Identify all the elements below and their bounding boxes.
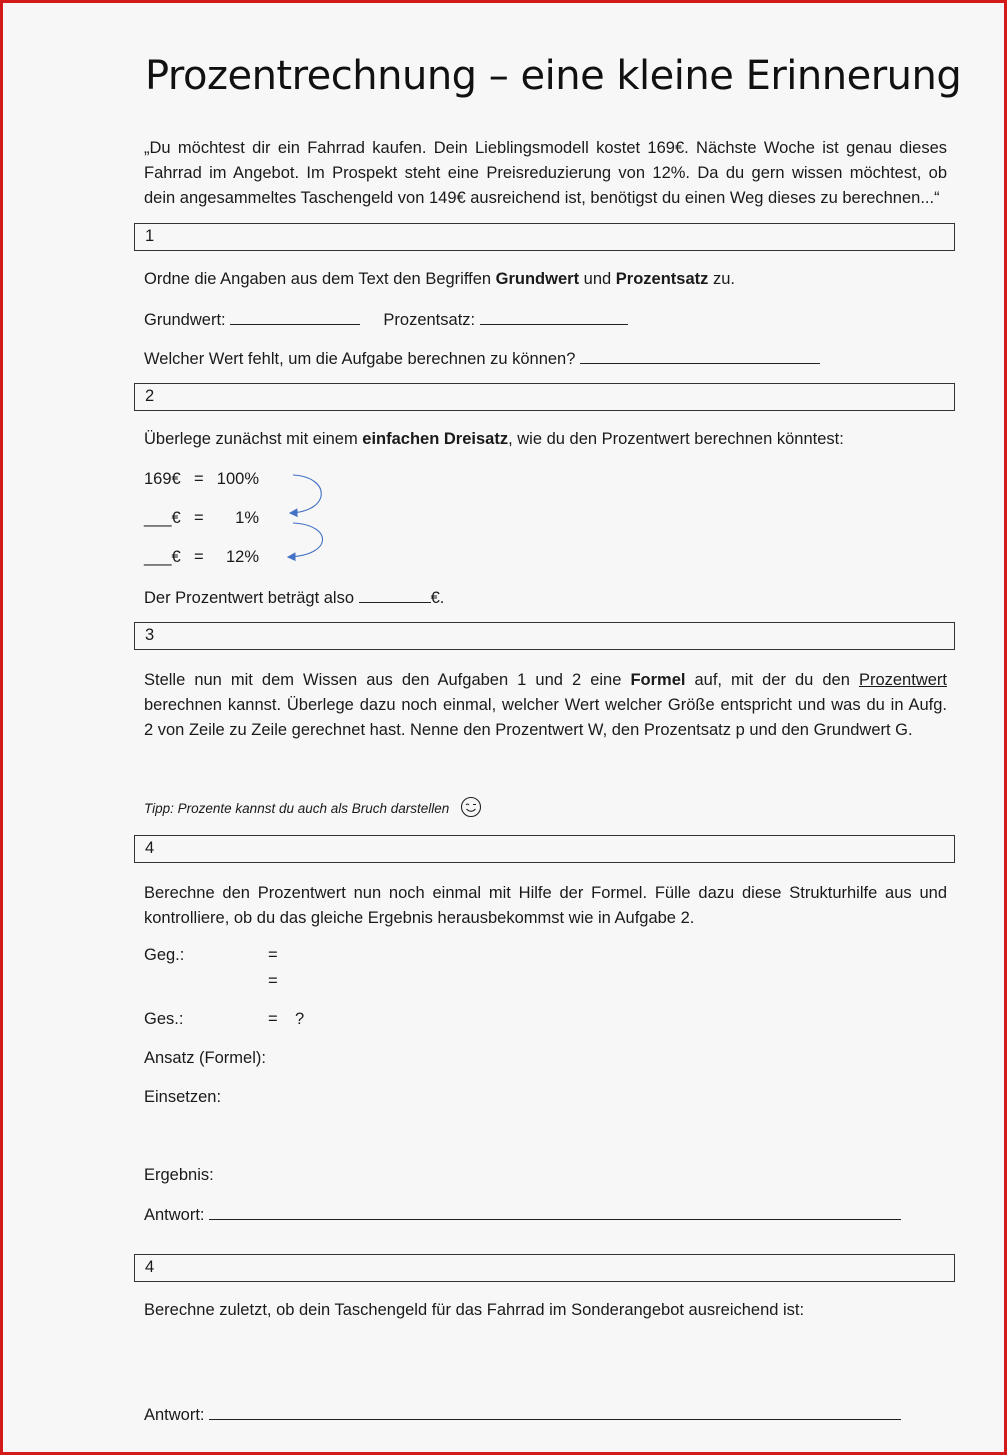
task-4-header bbox=[134, 835, 955, 863]
prozentsatz-label: Prozentsatz: bbox=[383, 311, 476, 329]
antwort-row-1 bbox=[144, 1203, 901, 1225]
grundwert-answer-line[interactable] bbox=[230, 308, 360, 325]
antwort-label: Antwort: bbox=[144, 1406, 205, 1424]
task-3-line: berechnen kannst. Überlege dazu noch einmal, welcher Wert welcher Größe entspricht und was du in Aufg. bbox=[144, 696, 947, 714]
intro-line: „Du möchtest dir ein Fahrrad kaufen. Dein Lieblingsmodell kostet 169€. Nächste Woche ist genau dieses bbox=[144, 139, 947, 157]
task-1-instruction: Ordne die Angaben aus dem Text den Begriffen Grundwert und Prozentsatz zu. bbox=[144, 270, 735, 288]
task-2-instruction: Überlege zunächst mit einem einfachen Dreisatz, wie du den Prozentwert berechnen könntest: bbox=[144, 430, 844, 448]
missing-value-row bbox=[144, 347, 820, 369]
task-4-instruction bbox=[144, 881, 947, 931]
prozentsatz-answer-line[interactable] bbox=[480, 308, 628, 325]
task-3-line: Stelle nun mit dem Wissen aus den Aufgaben 1 und 2 eine Formel auf, mit der du den Prozentwert bbox=[144, 671, 947, 689]
grundwert-row bbox=[144, 308, 628, 330]
antwort-answer-line[interactable] bbox=[209, 1403, 901, 1420]
grundwert-label: Grundwert: bbox=[144, 311, 226, 329]
dreisatz-row-2-right: 1% bbox=[235, 509, 259, 527]
ergebnis-label: Ergebnis: bbox=[144, 1166, 214, 1184]
task-number: 2 bbox=[145, 387, 155, 405]
dreisatz-row-3-eq: = bbox=[194, 548, 204, 566]
ges-eq: = bbox=[268, 1010, 278, 1028]
dreisatz-row-1-right: 100% bbox=[216, 470, 259, 488]
winking-face-icon bbox=[460, 796, 482, 818]
task-3-line: 2 von Zeile zu Zeile gerechnet hast. Nenne den Prozentwert W, den Prozentsatz p und den Grundwert G. bbox=[144, 721, 913, 739]
task-3-instruction bbox=[144, 668, 947, 743]
ges-question: ? bbox=[295, 1010, 305, 1028]
antwort-row-2 bbox=[144, 1403, 901, 1425]
task-number: 4 bbox=[145, 1258, 155, 1276]
prozentwert-answer-line[interactable] bbox=[359, 586, 431, 603]
intro-text bbox=[144, 136, 947, 211]
geg-label: Geg.: bbox=[144, 946, 185, 964]
task-5-header bbox=[134, 1254, 955, 1282]
task-4-line: kontrolliere, ob du das gleiche Ergebnis herausbekommst wie in Aufgabe 2. bbox=[144, 909, 695, 927]
geg-eq-2: = bbox=[268, 972, 278, 990]
einsetzen-label: Einsetzen: bbox=[144, 1088, 222, 1106]
ansatz-label: Ansatz (Formel): bbox=[144, 1049, 266, 1067]
intro-line: Fahrrad im Angebot. Im Prospekt steht eine Preisreduzierung von 12%. Da du gern wissen möchtest, ob bbox=[144, 164, 947, 182]
worksheet-page bbox=[3, 3, 1004, 1452]
dreisatz-row-3-left: ___€ bbox=[144, 548, 181, 566]
dreisatz-row-1-left: 169€ bbox=[144, 470, 181, 488]
dreisatz-row-2-eq: = bbox=[194, 509, 204, 527]
task-3-header bbox=[134, 622, 955, 650]
task-5-instruction: Berechne zuletzt, ob dein Taschengeld für das Fahrrad im Sonderangebot ausreichend ist: bbox=[144, 1301, 805, 1319]
task-number: 4 bbox=[145, 839, 155, 857]
dreisatz-arrows-icon bbox=[283, 471, 343, 566]
intro-line: dein angesammeltes Taschengeld von 149€ ausreichend ist, benötigst du einen Weg dieses zu berechnen...“ bbox=[144, 189, 940, 207]
task-1-header bbox=[134, 223, 955, 251]
geg-eq-1: = bbox=[268, 946, 278, 964]
prozentwert-result-row: Der Prozentwert beträgt also €. bbox=[144, 586, 444, 608]
dreisatz-row-3-right: 12% bbox=[225, 548, 259, 566]
task-number: 1 bbox=[145, 227, 155, 245]
tip-text: Tipp: Prozente kannst du auch als Bruch darstellen bbox=[144, 801, 450, 816]
missing-value-question: Welcher Wert fehlt, um die Aufgabe berechnen zu können? bbox=[144, 350, 576, 368]
page-title: Prozentrechnung – eine kleine Erinnerung bbox=[145, 53, 962, 99]
missing-value-answer-line[interactable] bbox=[580, 347, 820, 364]
antwort-label: Antwort: bbox=[144, 1206, 205, 1224]
antwort-answer-line[interactable] bbox=[209, 1203, 901, 1220]
task-4-line: Berechne den Prozentwert nun noch einmal mit Hilfe der Formel. Fülle dazu diese Strukturhilfe aus und bbox=[144, 884, 947, 902]
dreisatz-row-1-eq: = bbox=[194, 470, 204, 488]
task-number: 3 bbox=[145, 626, 155, 644]
ges-label: Ges.: bbox=[144, 1010, 184, 1028]
dreisatz-row-2-left: ___€ bbox=[144, 509, 181, 527]
task-2-header bbox=[134, 383, 955, 411]
